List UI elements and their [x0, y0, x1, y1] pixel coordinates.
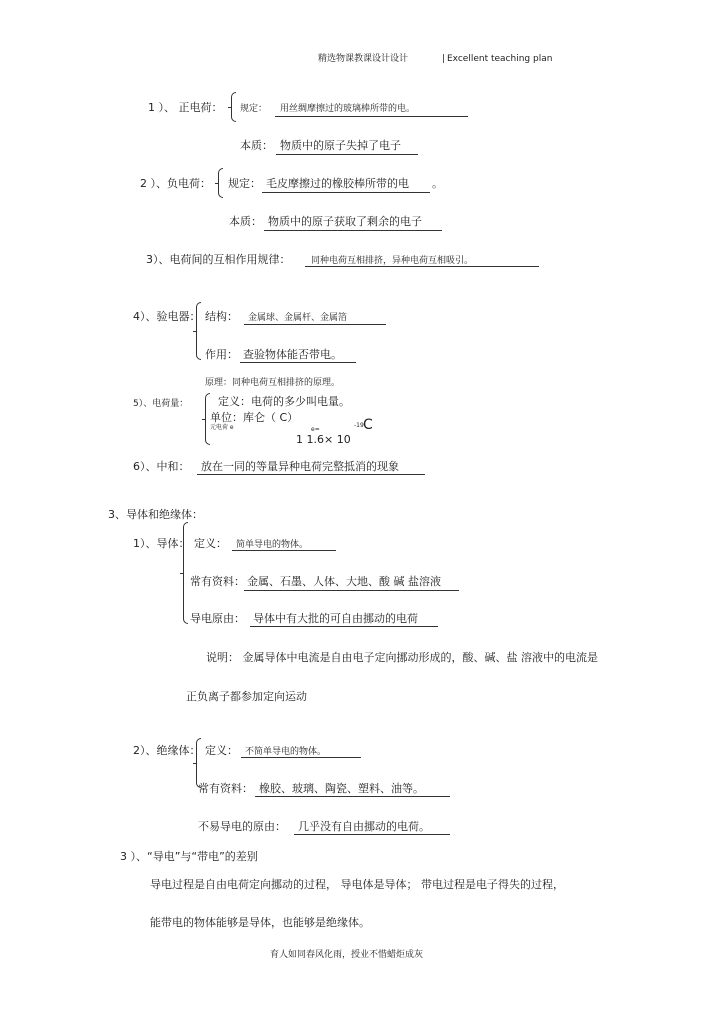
neutralization-value: 放在一同的等量异种电荷完整抵消的现象: [201, 460, 399, 473]
underline: [305, 266, 539, 267]
charge-unit: 单位：库仑（ C）: [210, 411, 299, 424]
elementary-charge-label: 元电荷 e: [210, 424, 234, 431]
electroscope-principle: 原理：同种电荷互相排挤的原理。: [205, 378, 341, 388]
header-subtitle: Excellent teaching plan: [447, 54, 553, 64]
positive-essence: 物质中的原子失掉了电子: [280, 139, 401, 152]
underline: [241, 757, 361, 758]
underline: [250, 626, 438, 627]
positive-rule-label: 规定：: [240, 104, 268, 114]
brace: [196, 738, 201, 788]
underline: [197, 474, 425, 475]
electroscope-use-label: 作用：: [205, 348, 238, 361]
difference-line2: 能带电的物体能够是导体，也能够是绝缘体。: [150, 916, 370, 929]
underline: [244, 590, 459, 591]
negative-rule: 毛皮摩擦过的橡胶棒所带的电: [266, 177, 409, 190]
header-title: 精选物课教课设计设计: [318, 54, 409, 64]
underline: [244, 324, 386, 325]
underline: [294, 834, 450, 835]
conductor-label: 1）、导体：: [133, 537, 190, 550]
header-separator: |: [442, 54, 446, 64]
section-title: 3、导体和绝缘体：: [108, 508, 203, 521]
brace: [196, 302, 201, 360]
electroscope-structure: 金属球、金属杆、金属箔: [248, 313, 348, 323]
negative-rule-end: 。: [432, 177, 443, 190]
footer-motto: 育人如同春风化雨，授业不惜蜡炬成灰: [270, 950, 424, 960]
underline: [276, 154, 418, 155]
charge-coulomb-unit: C: [363, 417, 373, 433]
negative-rule-label: 规定：: [228, 177, 261, 190]
negative-essence-label: 本质：: [229, 215, 262, 228]
underline: [264, 230, 442, 231]
difference-line1: 导电过程是自由电荷定向挪动的过程， 导电体是导体； 带电过程是电子得失的过程，: [150, 878, 564, 891]
conductor-note-line1: 说明： 金属导体中电流是自由电子定向挪动形成的，酸、碱、盐 溶液中的电流是: [206, 651, 598, 664]
insulator-reason-label: 不易导电的原由：: [198, 820, 286, 833]
elementary-charge-symbol: e=: [311, 426, 320, 433]
conductor-materials-label: 常有资料：: [190, 575, 245, 588]
insulator-materials: 橡胶、玻璃、陶瓷、塑料、油等。: [259, 782, 424, 795]
underline: [240, 362, 356, 363]
conductor-definition-label: 定义：: [194, 537, 227, 550]
insulator-definition: 不简单导电的物体。: [245, 747, 327, 757]
insulator-reason: 几乎没有自由挪动的电荷。: [298, 820, 430, 833]
elementary-charge-value: 1 1.6× 10: [296, 433, 351, 446]
electroscope-use: 查验物体能否带电。: [243, 348, 342, 361]
positive-rule: 用丝绸摩擦过的玻璃棒所带的电。: [280, 104, 416, 114]
interaction-value: 同种电荷互相排挤，异种电荷互相吸引。: [311, 256, 474, 266]
brace: [183, 522, 188, 624]
insulator-materials-label: 常有资料：: [198, 782, 253, 795]
conductor-reason-label: 导电原由：: [190, 612, 245, 625]
difference-title: 3 ）、“导电”与“带电”的差别: [120, 850, 258, 863]
electroscope-structure-label: 结构：: [205, 310, 238, 323]
positive-charge-label: 1 ）、 正电荷：: [148, 101, 223, 114]
electroscope-label: 4）、验电器：: [133, 310, 201, 323]
conductor-note-line2: 正负离子都参加定向运动: [186, 690, 307, 703]
underline: [232, 550, 336, 551]
brace: [231, 92, 236, 122]
conductor-materials: 金属、石墨、人体、大地、酸 碱 盐溶液: [247, 575, 441, 588]
interaction-label: 3）、电荷间的互相作用规律：: [146, 253, 291, 266]
brace: [218, 168, 223, 198]
charge-exponent: -19: [354, 422, 364, 429]
insulator-label: 2）、绝缘体：: [133, 744, 201, 757]
neutralization-label: 6）、中和：: [133, 460, 190, 473]
negative-charge-label: 2 ）、负电荷：: [140, 177, 211, 190]
negative-essence: 物质中的原子获取了剩余的电子: [268, 215, 422, 228]
conductor-reason: 导体中有大批的可自由挪动的电荷: [253, 612, 418, 625]
underline: [255, 796, 450, 797]
underline: [262, 192, 430, 193]
positive-essence-label: 本质：: [240, 139, 273, 152]
charge-definition: 定义：电荷的多少叫电量。: [218, 395, 350, 408]
insulator-definition-label: 定义：: [205, 744, 238, 757]
conductor-definition: 简单导电的物体。: [236, 540, 309, 550]
charge-quantity-label: 5）、电荷量：: [133, 399, 189, 409]
underline: [275, 116, 468, 117]
